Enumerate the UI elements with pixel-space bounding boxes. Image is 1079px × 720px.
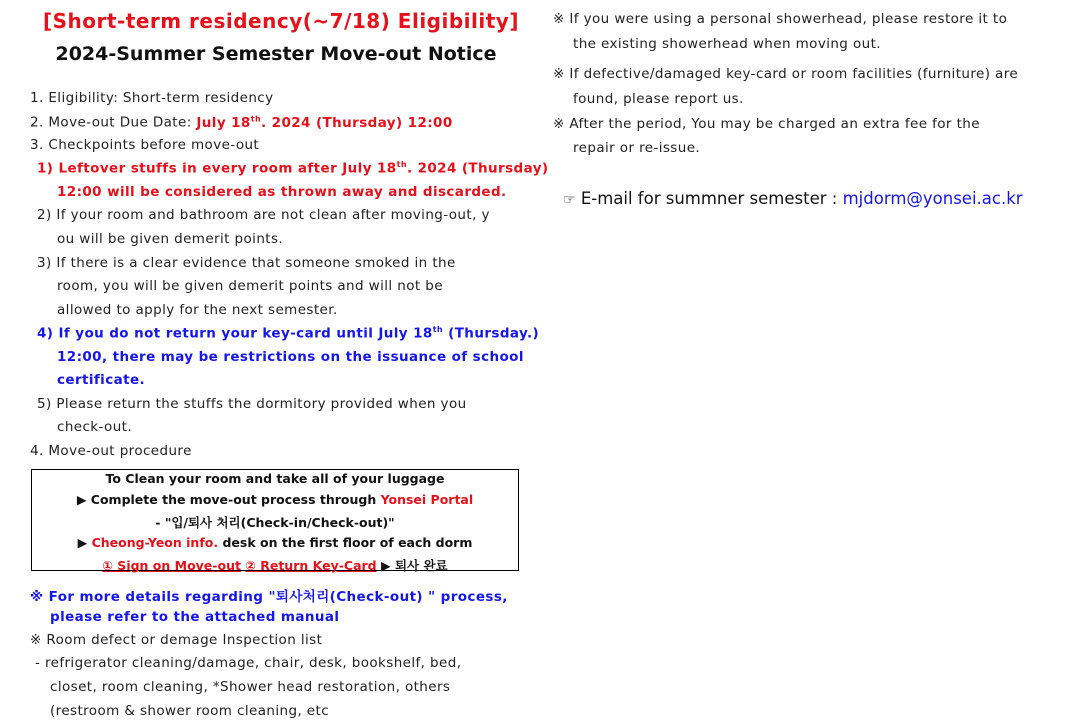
details-note-line2: please refer to the attached manual [50,609,340,625]
note-fee-line2: repair or re-issue. [573,140,701,156]
checkpoint-3-line2: room, you will be given demerit points and will not be [57,278,443,294]
notice-title: [Short-term residency(~7/18) Eligibility] [43,9,519,33]
yonsei-portal-link[interactable]: Yonsei Portal [380,492,474,507]
procedure-step-final: ① Sign on Move-out ② Return Key-Card ▶ 퇴사 완료 [102,558,448,573]
checkpoint-5-line1: 5) Please return the stuffs the dormitory provided when you [37,396,467,412]
note-showerhead-line1: ※ If you were using a personal showerhead, please restore it to [553,11,1008,27]
pointing-hand-icon: ☞ [563,192,576,208]
procedure-heading: 4. Move-out procedure [30,443,192,459]
checkpoints-heading: 3. Checkpoints before move-out [30,137,260,153]
checkpoint-3-line3: allowed to apply for the next semester. [57,302,338,318]
note-damage-line2: found, please report us. [573,91,744,107]
checkpoint-4-line1: 4) If you do not return your key-card until July 18th (Thursday.) [37,325,540,342]
defect-list-line1: - refrigerator cleaning/damage, chair, desk, bookshelf, bed, [35,655,462,671]
contact-label: E-mail for summner semester : [580,189,843,208]
due-date-line [30,114,453,131]
notice-subtitle: 2024-Summer Semester Move-out Notice [55,43,497,65]
procedure-step-menu: - "입/퇴사 처리(Check-in/Check-out)" [155,515,395,530]
checkpoint-4-line2: 12:00, there may be restrictions on the issuance of school [57,349,524,365]
checkpoint-3-line1: 3) If there is a clear evidence that someone smoked in the [37,255,456,271]
checkpoint-2-line1: 2) If your room and bathroom are not clean after moving-out, y [37,207,490,223]
note-damage-line1: ※ If defective/damaged key-card or room facilities (furniture) are [553,66,1019,82]
procedure-step-clean: To Clean your room and take all of your luggage [105,471,445,486]
defect-list-line2: closet, room cleaning, *Shower head restoration, others [50,679,451,695]
procedure-step-desk: ▶ Cheong-Yeon info. desk on the first floor of each dorm [77,535,473,550]
procedure-step-portal: ▶ Complete the move-out process through Yonsei Portal [76,492,474,507]
note-fee-line1: ※ After the period, You may be charged an extra fee for the [553,116,980,132]
checkpoint-2-line2: ou will be given demerit points. [57,231,284,247]
contact-email-link[interactable]: mjdorm@yonsei.ac.kr [842,189,1023,208]
due-date-label: 2. Move-out Due Date: [30,114,197,131]
details-note-line1: ※ For more details regarding "퇴사처리(Check-out) " process, [30,589,508,605]
checkpoint-1-line2: 12:00 will be considered as thrown away and discarded. [57,184,507,200]
checkpoint-5-line2: check-out. [57,419,133,435]
contact-line [563,189,1023,208]
checkpoint-1-line1: 1) Leftover stuffs in every room after July 18th. 2024 (Thursday) [37,160,549,177]
procedure-box [31,469,519,571]
checkpoint-4-line3: certificate. [57,372,146,388]
defect-list-title: ※ Room defect or demage Inspection list [30,632,323,648]
defect-list-line3: (restroom & shower room cleaning, etc [50,703,330,719]
eligibility-line: 1. Eligibility: Short-term residency [30,90,274,106]
due-date-value: July 18th. 2024 (Thursday) 12:00 [196,114,453,131]
note-showerhead-line2: the existing showerhead when moving out. [573,36,881,52]
